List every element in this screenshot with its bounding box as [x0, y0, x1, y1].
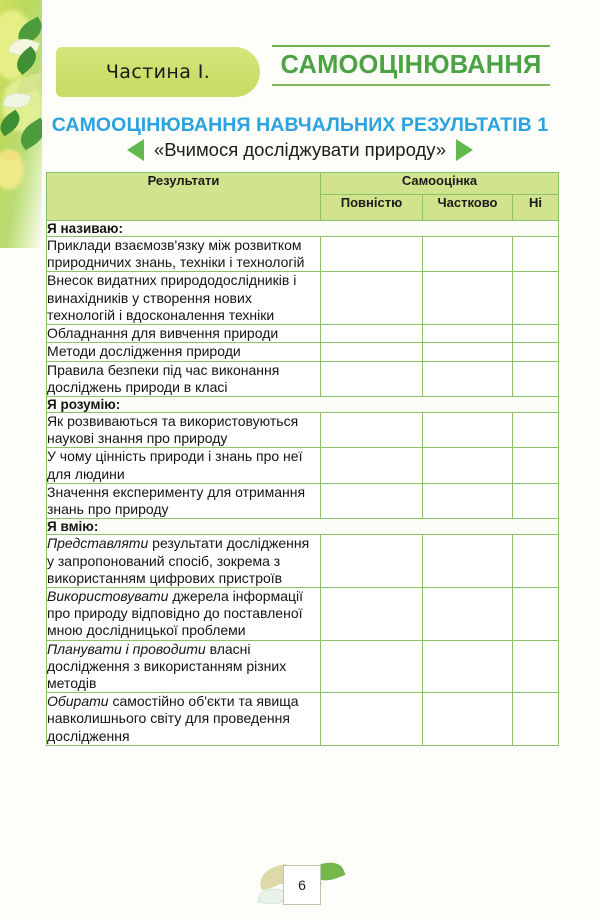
- checkbox-cell-partial[interactable]: [423, 343, 513, 361]
- result-item: [47, 535, 321, 588]
- checkbox-cell-full[interactable]: [321, 343, 423, 361]
- checkbox-cell-partial[interactable]: [423, 587, 513, 640]
- column-header-no: Ні: [513, 195, 559, 221]
- quote-row: [0, 139, 600, 161]
- checkbox-cell-no[interactable]: [513, 483, 559, 518]
- table-row: [47, 272, 559, 325]
- checkbox-cell-partial[interactable]: [423, 483, 513, 518]
- arrow-right-icon: [456, 139, 473, 161]
- table-group-row: [47, 221, 559, 237]
- assessment-sheet: [46, 172, 558, 746]
- checkbox-cell-full[interactable]: [321, 693, 423, 746]
- checkbox-cell-partial[interactable]: [423, 535, 513, 588]
- table-row: [47, 587, 559, 640]
- checkbox-cell-full[interactable]: [321, 483, 423, 518]
- group-title: Я розумію:: [47, 396, 559, 412]
- result-item: [47, 343, 321, 361]
- table-row: [47, 343, 559, 361]
- column-header-selfassessment: Самооцінка: [321, 173, 559, 195]
- part-badge: [56, 47, 260, 97]
- result-item-text: Внесок видатних природодослідників і винахідників у створення нових технологій і вдосконалення техніки: [47, 272, 297, 323]
- result-item: [47, 237, 321, 272]
- checkbox-cell-no[interactable]: [513, 325, 559, 343]
- checkbox-cell-partial[interactable]: [423, 361, 513, 396]
- result-item: [47, 693, 321, 746]
- checkbox-cell-no[interactable]: [513, 587, 559, 640]
- result-item-lead: Використовувати: [47, 587, 169, 604]
- result-item-text: Значення експерименту для отримання знань про природу: [47, 483, 306, 518]
- main-title-block: [272, 45, 550, 86]
- result-item-lead: Обирати: [47, 693, 109, 710]
- table-head: [47, 173, 559, 221]
- result-item: [47, 483, 321, 518]
- checkbox-cell-partial[interactable]: [423, 325, 513, 343]
- result-item-lead: Представляти: [47, 535, 149, 552]
- checkbox-cell-no[interactable]: [513, 272, 559, 325]
- checkbox-cell-no[interactable]: [513, 448, 559, 483]
- checkbox-cell-full[interactable]: [321, 535, 423, 588]
- page-header: [0, 0, 600, 168]
- checkbox-cell-full[interactable]: [321, 412, 423, 447]
- result-item: [47, 325, 321, 343]
- checkbox-cell-no[interactable]: [513, 412, 559, 447]
- checkbox-cell-no[interactable]: [513, 693, 559, 746]
- result-item: [47, 272, 321, 325]
- checkbox-cell-full[interactable]: [321, 361, 423, 396]
- result-item-text: Правила безпеки під час виконання досліджень природи в класі: [47, 361, 280, 395]
- self-assessment-table: [46, 172, 559, 746]
- checkbox-cell-no[interactable]: [513, 640, 559, 693]
- result-item: [47, 361, 321, 396]
- result-item-text: Обладнання для вивчення природи: [47, 325, 279, 342]
- checkbox-cell-partial[interactable]: [423, 272, 513, 325]
- table-head-row-1: [47, 173, 559, 195]
- result-item-text: власні дослідження з використанням різних методів: [47, 640, 287, 692]
- table-row: [47, 412, 559, 447]
- checkbox-cell-no[interactable]: [513, 343, 559, 361]
- checkbox-cell-full[interactable]: [321, 640, 423, 693]
- result-item-lead: Планувати і проводити: [47, 640, 206, 657]
- table-row: [47, 361, 559, 396]
- checkbox-cell-full[interactable]: [321, 587, 423, 640]
- result-item-text: Приклади взаємозв'язку між розвитком природничих знань, техніки і технологій: [47, 237, 305, 271]
- result-item: [47, 412, 321, 447]
- table-group-row: [47, 396, 559, 412]
- checkbox-cell-full[interactable]: [321, 448, 423, 483]
- table-row: [47, 693, 559, 746]
- column-header-results: Результати: [47, 173, 321, 221]
- title-rule-bottom: [272, 84, 550, 86]
- checkbox-cell-full[interactable]: [321, 325, 423, 343]
- checkbox-cell-partial[interactable]: [423, 237, 513, 272]
- checkbox-cell-full[interactable]: [321, 237, 423, 272]
- result-item: [47, 587, 321, 640]
- checkbox-cell-full[interactable]: [321, 272, 423, 325]
- page-number: 6: [283, 865, 321, 905]
- checkbox-cell-no[interactable]: [513, 361, 559, 396]
- result-item-text: У чому цінність природи і знань про неї для людини: [47, 448, 303, 482]
- page-footer: [0, 862, 600, 920]
- table-row: [47, 325, 559, 343]
- checkbox-cell-partial[interactable]: [423, 693, 513, 746]
- checkbox-cell-no[interactable]: [513, 535, 559, 588]
- result-item-text: джерела інформації про природу відповідно до поставленої мною дослідницької проблеми: [47, 587, 303, 639]
- checkbox-cell-partial[interactable]: [423, 448, 513, 483]
- part-badge-label: Частина I.: [105, 61, 211, 83]
- subtitle: САМООЦІНЮВАННЯ НАВЧАЛЬНИХ РЕЗУЛЬТАТІВ 1: [51, 114, 549, 136]
- table-body: [47, 221, 559, 746]
- page-title: САМООЦІНЮВАННЯ: [280, 51, 542, 79]
- result-item: [47, 448, 321, 483]
- arrow-left-icon: [127, 139, 144, 161]
- table-row: [47, 640, 559, 693]
- table-row: [47, 483, 559, 518]
- group-title: Я вмію:: [47, 519, 559, 535]
- result-item-text: результати дослідження у запропонований спосіб, зокрема з використанням цифрових пристроїв: [47, 535, 310, 586]
- quote-text: «Вчимося досліджувати природу»: [153, 139, 447, 160]
- table-row: [47, 448, 559, 483]
- column-header-full: Повністю: [321, 195, 423, 221]
- checkbox-cell-no[interactable]: [513, 237, 559, 272]
- checkbox-cell-partial[interactable]: [423, 640, 513, 693]
- result-item-text: самостійно об'єкти та явища навколишнього світу для проведення дослідження: [47, 693, 299, 744]
- table-row: [47, 237, 559, 272]
- result-item: [47, 640, 321, 693]
- column-header-partial: Частково: [423, 195, 513, 221]
- table-group-row: [47, 519, 559, 535]
- result-item-text: Як розвиваються та використовуються наукові знання про природу: [47, 412, 299, 447]
- result-item-text: Методи дослідження природи: [47, 343, 241, 360]
- checkbox-cell-partial[interactable]: [423, 412, 513, 447]
- group-title: Я називаю:: [47, 221, 559, 237]
- table-row: [47, 535, 559, 588]
